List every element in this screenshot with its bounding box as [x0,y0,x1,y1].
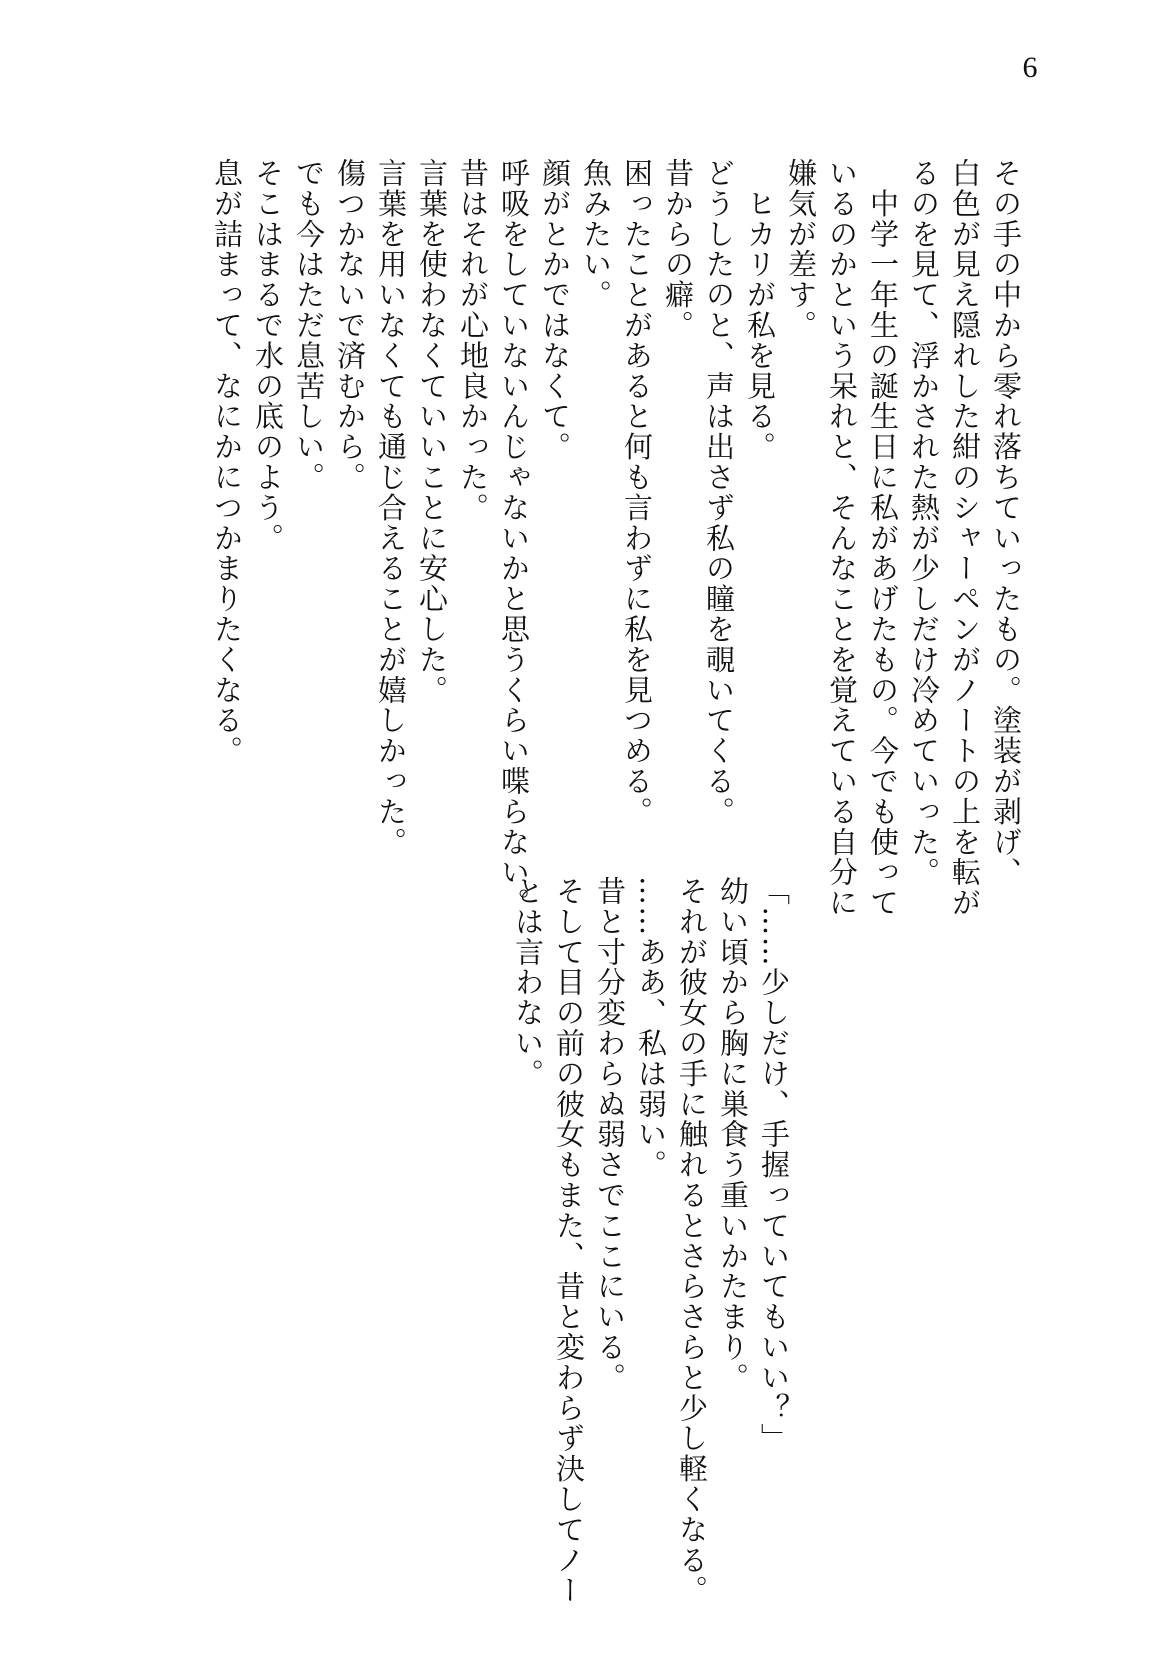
text-line: ……ああ、私は弱い。 [634,876,668,1180]
text-line: ヒカリが私を見る。 [743,158,777,462]
text-line: 言葉を用いなくても通じ合えることが嬉しかった。 [374,158,408,858]
text-line: そこはまるで水の底のよう。 [251,158,285,554]
text-line: 昔と寸分変わらぬ弱さでここにいる。 [593,876,627,1393]
text-line: 「……少しだけ、手握っていてもいい？」 [757,876,791,1454]
text-line: どうしたのと、声は出さず私の瞳を覗いてくる。 [702,158,736,827]
text-line: 呼吸をしていないんじゃないかと思うくらい喋らない。 [497,158,531,918]
text-line: その手の中から零れ落ちていったもの。塗装が剥げ、 [989,158,1023,888]
text-line: でも今はただ息苦しい。 [292,158,326,493]
text-line: それが彼女の手に触れるとさらさらと少し軽くなる。 [675,876,709,1606]
text-line: 困ったことがあると何も言わずに私を見つめる。 [620,158,654,827]
text-line: 傷つかないで済むから。 [333,158,367,493]
text-line: 顔がとかではなくて。 [538,158,572,462]
text-line: 白色が見え隠れした紺のシャーペンがノートの上を転が [948,158,982,918]
text-line: そして目の前の彼女もまた、昔と変わらず決してノー [552,876,586,1606]
text-line: 幼い頃から胸に巣食う重いかたまり。 [716,876,750,1393]
text-line: 中学一年生の誕生日に私があげたもの。今でも使って [866,158,900,918]
text-line: 昔からの癖。 [661,158,695,341]
lower-text-block [507,876,794,1606]
text-line: るのを見て、浮かされた熱が少しだけ冷めていった。 [907,158,941,888]
upper-text-block [206,158,1026,918]
text-line: いるのかという呆れと、そんなことを覚えている自分に [825,158,859,918]
page-number: 6 [1022,51,1038,84]
text-line: 息が詰まって、なにかにつかまりたくなる。 [210,158,244,766]
text-line: 言葉を使わなくていいことに安心した。 [415,158,449,706]
text-line: 嫌気が差す。 [784,158,818,341]
text-line: 魚みたい。 [579,158,613,310]
text-line: とは言わない。 [511,876,545,1089]
text-line: 昔はそれが心地良かった。 [456,158,490,523]
